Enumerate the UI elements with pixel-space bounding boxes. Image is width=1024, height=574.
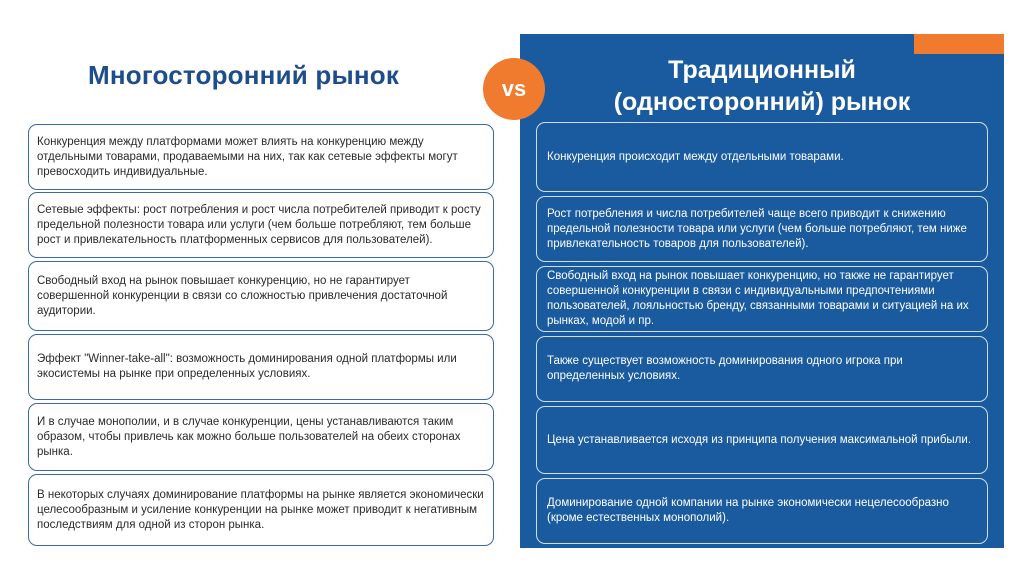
left-item-6 <box>28 474 494 546</box>
right-item-text: Рост потребления и числа потребителей чаще всего приводит к снижению предельной полезности товара или услуги (чем больше потребляют, тем ниже привлекательность товаров для пользователей). <box>547 207 967 250</box>
right-title-line1: Традиционный <box>668 56 856 84</box>
left-title: Многосторонний рынок <box>88 60 400 90</box>
right-title-line2: (односторонний) рынок <box>613 88 911 116</box>
left-item-1 <box>28 124 494 190</box>
left-item-text: В некоторых случаях доминирование платформы на рынке является экономически целесообразным и усиление конкуренции на рынке может приводит к негативным последствиям для одной из сторон рынка. <box>37 488 484 531</box>
left-item-text: Свободный вход на рынок повышает конкуренцию, но не гарантирует совершенной конкуренции в связи со сложностью привлечения достаточной аудитории. <box>37 274 448 317</box>
vs-badge: vs <box>483 58 545 120</box>
right-item-text: Также существует возможность доминирования одного игрока при определенных условиях. <box>547 355 903 382</box>
left-item-text: Сетевые эффекты: рост потребления и рост числа потребителей приводит к росту предельной полезности товара или услуги (чем больше потребляют, тем больше рост и привлекательность платформенных сервисов для пользователей). <box>37 203 481 246</box>
orange-corner-accent <box>914 34 1004 54</box>
right-title <box>520 54 1004 118</box>
left-item-5 <box>28 403 494 471</box>
right-item-5 <box>536 406 988 474</box>
right-item-2 <box>536 196 988 262</box>
left-item-text: Конкуренция между платформами может влиять на конкуренцию между отдельными товарами, продаваемыми на них, так как сетевые эффекты могут превосходить индивидуальные. <box>37 135 458 178</box>
left-item-text: И в случае монополии, и в случае конкуренции, цены устанавливаются таким образом, чтобы привлечь как можно больше пользователей на обеих сторонах рынка. <box>37 415 461 458</box>
right-panel <box>520 34 1004 548</box>
right-item-4 <box>536 336 988 402</box>
right-item-1 <box>536 122 988 192</box>
right-item-6 <box>536 478 988 544</box>
left-item-4 <box>28 334 494 400</box>
right-item-text: Свободный вход на рынок повышает конкуренцию, но также не гарантирует совершенной конкуренции в связи с индивидуальными предпочтениями пользователей, лояльностью бренду, связанными товарами и ситуацией на их рынках, модой и пр. <box>547 270 969 327</box>
right-item-text: Доминирование одной компании на рынке экономически нецелесообразно (кроме естественных монополий). <box>547 497 949 524</box>
left-item-2 <box>28 192 494 258</box>
right-item-3 <box>536 266 988 332</box>
left-item-3 <box>28 261 494 331</box>
right-item-text: Конкуренция происходит между отдельными товарами. <box>547 150 844 163</box>
right-item-text: Цена устанавливается исходя из принципа получения максимальной прибыли. <box>547 433 972 446</box>
left-item-text: Эффект "Winner-take-all": возможность доминирования одной платформы или экосистемы на рынке при определенных условиях. <box>37 353 457 380</box>
